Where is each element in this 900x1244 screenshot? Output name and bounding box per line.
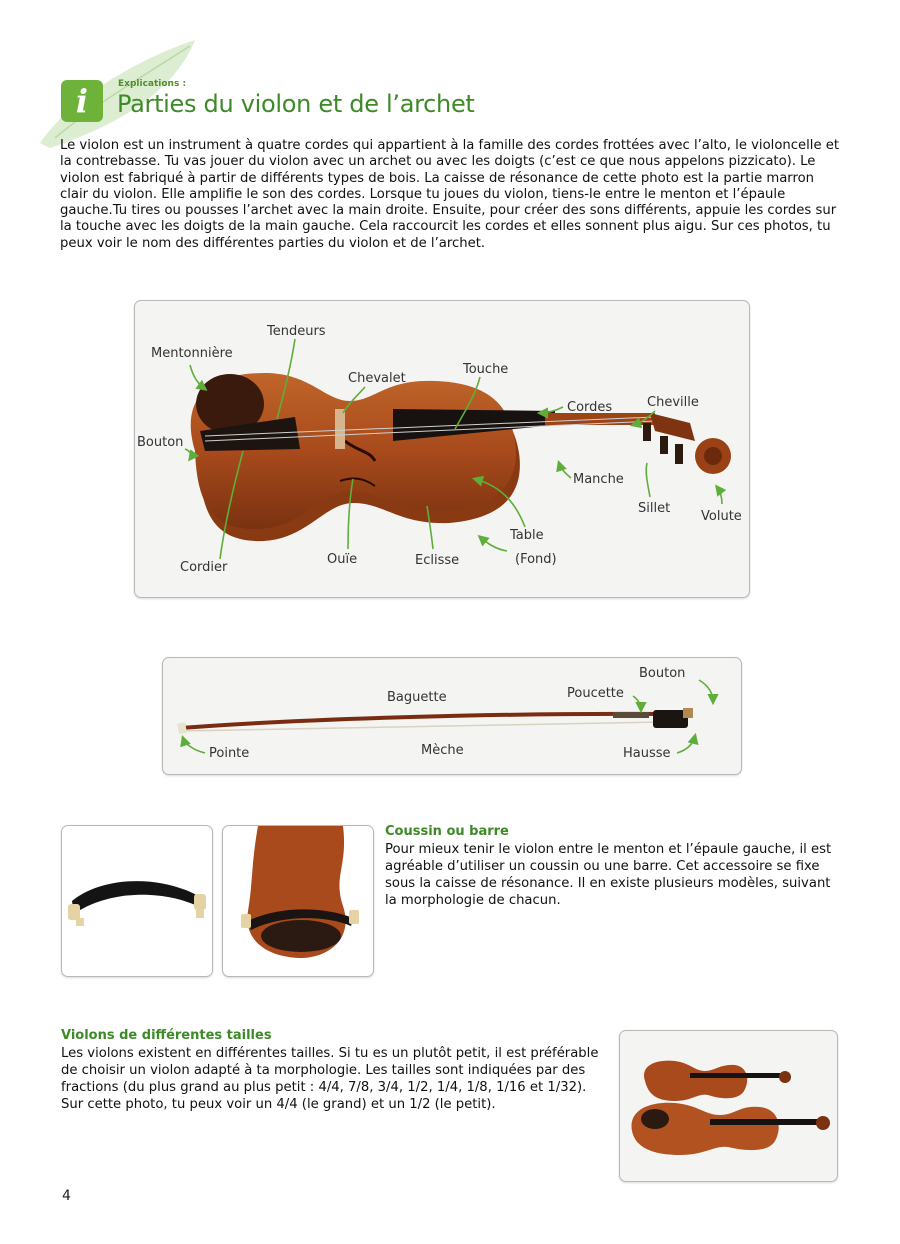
label-cheville: Cheville <box>647 395 699 410</box>
label-cordes: Cordes <box>567 400 613 415</box>
section-kicker: Explications : <box>118 79 187 89</box>
bow-illustration <box>163 658 741 774</box>
label-mentonniere: Mentonnière <box>151 346 233 361</box>
shoulder-rest-photo <box>61 825 213 977</box>
intro-paragraph: Le violon est un instrument à quatre cordes qui appartient à la famille des cordes frottées avec l’alto, le violoncelle et la contrebasse. Tu vas jouer du violon avec un archet ou avec les doigts (c’est ce que nous appelons pizzicato). Le violon est fabriqué à partir de différents types de bois. La caisse de résonance de cette photo est la partie marron clair du violon. Elle amplifie le son des cordes. Lorsque tu joues du violon, tiens-le entre le menton et l’épaule gauche.Tu tires ou pousses l’archet avec la main droite. Ensuite, pour créer des sons différents, appuie les cordes sur la touche avec les doigts de la main gauche. Cela raccourcit les cordes et elles sonnent plus aigu. Sur ces photos, tu peux voir le nom des différentes parties du violon et de l’archet. <box>60 138 840 251</box>
bow-label-baguette: Baguette <box>387 690 447 705</box>
violin-with-rest-photo <box>222 825 374 977</box>
coussin-title: Coussin ou barre <box>385 824 509 839</box>
label-eclisse: Eclisse <box>415 553 460 568</box>
label-sillet: Sillet <box>638 501 671 516</box>
violin-photo-card <box>134 300 750 598</box>
violin-illustration <box>135 301 749 597</box>
label-table: Table <box>510 528 544 543</box>
violin-sizes-photo <box>619 1030 838 1182</box>
info-icon: i <box>61 80 103 122</box>
page-number: 4 <box>62 1188 71 1204</box>
coussin-text: Pour mieux tenir le violon entre le menton et l’épaule gauche, il est agréable d’utiliser un coussin ou une barre. Cet accessoire se fixe sous la caisse de résonance. Il en existe plusieurs modèles, suivant la morphologie de chacun. <box>385 842 832 908</box>
page-title: Parties du violon et de l’archet <box>117 90 475 118</box>
label-cordier: Cordier <box>180 560 228 575</box>
label-touche: Touche <box>463 362 509 377</box>
bow-label-meche: Mèche <box>421 743 464 758</box>
bow-label-pointe: Pointe <box>209 746 250 761</box>
bow-label-poucette: Poucette <box>567 686 624 701</box>
label-tendeurs: Tendeurs <box>267 324 326 339</box>
bow-label-hausse: Hausse <box>623 746 671 761</box>
tailles-text: Les violons existent en différentes tailles. Si tu es un plutôt petit, il est préférable de choisir un violon adapté à ta morphologie. Les tailles sont indiquées par des fractions (du plus grand au plus petit : 4/4, 7/8, 3/4, 1/2, 1/4, 1/8, 1/16 et 1/32). Sur cette photo, tu peux voir un 4/4 (le grand) et un 1/2 (le petit). <box>61 1046 599 1112</box>
bow-label-bouton: Bouton <box>639 666 686 681</box>
tailles-title: Violons de différentes tailles <box>61 1028 272 1043</box>
bow-photo-card <box>162 657 742 775</box>
label-manche: Manche <box>573 472 624 487</box>
label-fond: (Fond) <box>515 552 557 567</box>
label-bouton: Bouton <box>137 435 184 450</box>
label-ouie: Ouïe <box>327 552 358 567</box>
label-chevalet: Chevalet <box>348 371 406 386</box>
label-volute: Volute <box>701 509 742 524</box>
